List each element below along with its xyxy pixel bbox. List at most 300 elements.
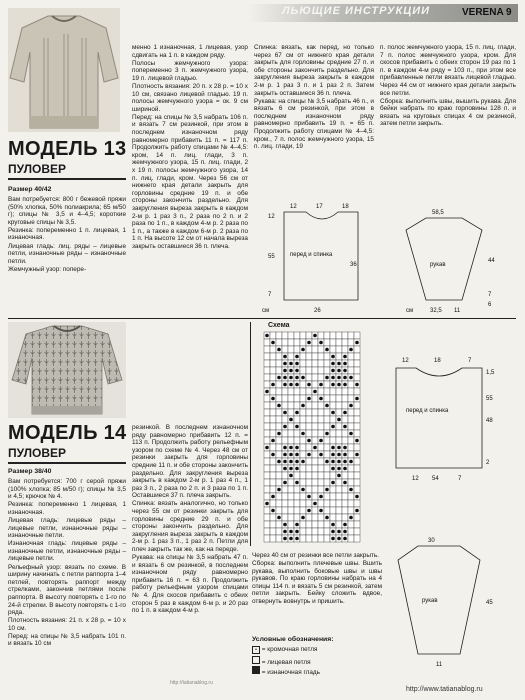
scheme-cell (348, 367, 354, 374)
scheme-cell (318, 353, 324, 360)
scheme-cell (300, 423, 306, 430)
scheme-dot (295, 355, 299, 359)
scheme-cell (330, 339, 336, 346)
scheme-cell (348, 507, 354, 514)
scheme-dot (337, 446, 341, 450)
model-14-size: Размер 38/40 (8, 468, 52, 475)
scheme-dot (301, 460, 305, 464)
scheme-cell (276, 388, 282, 395)
model-13-title: МОДЕЛЬ 13 (8, 138, 127, 160)
label-sleeve: рукав (430, 262, 446, 268)
scheme-cell (270, 521, 276, 528)
scheme-dot (355, 453, 359, 457)
scheme-dot (265, 334, 269, 338)
scheme-cell (324, 500, 330, 507)
scheme-dot (343, 411, 347, 415)
model-13-text-col-2 (132, 44, 248, 251)
section-divider (8, 318, 516, 319)
scheme-cell (306, 409, 312, 416)
scheme-dot (349, 460, 353, 464)
model-13-subtitle: ПУЛОВЕР (8, 162, 67, 176)
scheme-cell (276, 339, 282, 346)
scheme-dot (289, 453, 293, 457)
scheme-dot (271, 383, 275, 387)
scheme-dot (289, 418, 293, 422)
scheme-dot (331, 530, 335, 534)
scheme-dot (277, 516, 281, 520)
scheme-cell (324, 493, 330, 500)
paragraph: Рукава: на спицы № 3,5 набрать 47 п. и вязать 6 см резинкой, в последнем изнаночном ряду равномерно прибавить 16 п. = 63 п. Продолжить работу рельефным узором спицами № 4. Для скосов прибавить с обеих сторон 5 раз в каждом 6-м р. и 20 раз по 1 п. в каждом 4-м р. (132, 554, 248, 615)
scheme-cell (306, 500, 312, 507)
scheme-dot (331, 467, 335, 471)
scheme-dot (295, 453, 299, 457)
scheme-cell (318, 486, 324, 493)
scheme-cell (294, 493, 300, 500)
scheme-cell (348, 360, 354, 367)
scheme-dot (295, 481, 299, 485)
scheme-dot (283, 460, 287, 464)
scheme-cell (354, 388, 360, 395)
scheme-dot (337, 376, 341, 380)
scheme-cell (318, 423, 324, 430)
scheme-dot (307, 383, 311, 387)
scheme-cell (354, 360, 360, 367)
scheme-dot (349, 432, 353, 436)
scheme-dot (271, 453, 275, 457)
scheme-cell (342, 514, 348, 521)
scheme-dot (265, 390, 269, 394)
scheme-cell (312, 409, 318, 416)
legend-symbol-purl (252, 666, 260, 674)
scheme-cell (312, 374, 318, 381)
legend-item-knit (252, 656, 311, 666)
scheme-dot (271, 341, 275, 345)
scheme-cell (276, 521, 282, 528)
scheme-dot (349, 516, 353, 520)
scheme-cell (318, 409, 324, 416)
scheme-cell (342, 388, 348, 395)
scheme-cell (324, 479, 330, 486)
scheme-cell (270, 346, 276, 353)
dim-label: 1,5 (486, 370, 495, 376)
scheme-cell (342, 346, 348, 353)
dim-label: 58,5 (432, 210, 444, 216)
scheme-cell (330, 514, 336, 521)
scheme-dot (295, 362, 299, 366)
scheme-dot (289, 362, 293, 366)
scheme-dot (295, 446, 299, 450)
scheme-cell (264, 493, 270, 500)
scheme-cell (324, 465, 330, 472)
scheme-dot (325, 348, 329, 352)
scheme-cell (300, 444, 306, 451)
scheme-cell (270, 458, 276, 465)
scheme-cell (330, 388, 336, 395)
scheme-cell (324, 332, 330, 339)
scheme-cell (264, 339, 270, 346)
scheme-dot (313, 446, 317, 450)
scheme-cell (276, 500, 282, 507)
scheme-cell (354, 430, 360, 437)
scheme-dot (301, 404, 305, 408)
dim-label: 12 (268, 214, 275, 220)
scheme-dot (331, 362, 335, 366)
scheme-cell (306, 521, 312, 528)
scheme-dot (343, 537, 347, 541)
scheme-dot (307, 495, 311, 499)
legend-item-edge (252, 646, 317, 654)
scheme-cell (354, 353, 360, 360)
scheme-dot (343, 523, 347, 527)
scheme-cell (354, 521, 360, 528)
model-14-text-col-1 (8, 478, 126, 649)
scheme-dot (307, 341, 311, 345)
scheme-dot (295, 460, 299, 464)
scheme-cell (288, 339, 294, 346)
scheme-cell (282, 339, 288, 346)
scheme-cell (354, 444, 360, 451)
scheme-cell (342, 402, 348, 409)
scheme-dot (325, 376, 329, 380)
scheme-dot (277, 404, 281, 408)
legend-text: = кромочная петля (261, 646, 318, 653)
scheme-cell (312, 353, 318, 360)
scheme-cell (342, 472, 348, 479)
model-13-text-col-3 (254, 44, 374, 151)
scheme-cell (270, 416, 276, 423)
header-page-number: 9 (506, 7, 512, 18)
sweater-photo-model-14 (8, 322, 126, 418)
scheme-dot (283, 467, 287, 471)
scheme-cell (354, 423, 360, 430)
legend-symbol-knit (252, 656, 260, 664)
scheme-dot (295, 411, 299, 415)
scheme-dot (319, 495, 323, 499)
paragraph: п. полос жемчужного узора, 15 п. лиц. глади, 7 п. полос жемчужного узора, кром. Для скосов прибавить с обеих сторон 19 раз по 1 п. в каждом 4-м ряду = 103 п., при этом все прибавленные петли вязать лицевой гладью. Через 44 см от нижнего края детали закрыть все петли. (380, 44, 516, 97)
scheme-cell (300, 360, 306, 367)
scheme-cell (288, 409, 294, 416)
scheme-dot (331, 523, 335, 527)
scheme-cell (276, 465, 282, 472)
scheme-cell (270, 528, 276, 535)
dim-label: 7 (468, 358, 472, 364)
scheme-dot (319, 439, 323, 443)
model-14-title: МОДЕЛЬ 14 (8, 422, 127, 444)
scheme-cell (294, 416, 300, 423)
scheme-cell (348, 437, 354, 444)
scheme-dot (349, 376, 353, 380)
scheme-cell (312, 402, 318, 409)
scheme-cell (306, 402, 312, 409)
scheme-cell (324, 339, 330, 346)
scheme-cell (336, 486, 342, 493)
scheme-cell (270, 360, 276, 367)
scheme-cell (282, 437, 288, 444)
scheme-cell (276, 451, 282, 458)
scheme-cell (300, 465, 306, 472)
scheme-cell (330, 486, 336, 493)
scheme-cell (312, 535, 318, 542)
scheme-dot (343, 467, 347, 471)
scheme-cell (276, 423, 282, 430)
scheme-cell (348, 479, 354, 486)
scheme-cell (324, 521, 330, 528)
scheme-dot (283, 376, 287, 380)
scheme-dot (283, 383, 287, 387)
scheme-cell (312, 367, 318, 374)
paragraph: Лицевая гладь: лиц. ряды – лицевые петли, изнаночные ряды – изнаночные петли. (8, 242, 126, 265)
scheme-cell (330, 430, 336, 437)
scheme-cell (324, 353, 330, 360)
paragraph: Изнаночная гладь: лицевые ряды – изнаночные петли, изнаночные ряды – лицевые петли. (8, 540, 126, 563)
scheme-dot (307, 397, 311, 401)
scheme-dot (289, 467, 293, 471)
model-14-pattern-diagram (378, 340, 518, 680)
title-underline (8, 462, 126, 464)
scheme-cell (312, 416, 318, 423)
scheme-dot (289, 530, 293, 534)
scheme-cell (312, 430, 318, 437)
dim-label: 12 (402, 358, 409, 364)
scheme-dot (271, 495, 275, 499)
scheme-cell (306, 486, 312, 493)
label-front-back: перед и спинка (290, 252, 333, 258)
scheme-dot (343, 425, 347, 429)
paragraph: Жемчужный узор: попере- (8, 265, 87, 273)
scheme-cell (264, 535, 270, 542)
scheme-cell (312, 451, 318, 458)
scheme-cell (324, 423, 330, 430)
scheme-cell (336, 346, 342, 353)
scheme-cell (348, 339, 354, 346)
scheme-dot (355, 341, 359, 345)
scheme-cell (288, 479, 294, 486)
scheme-cell (336, 339, 342, 346)
scheme-dot (289, 474, 293, 478)
scheme-cell (306, 458, 312, 465)
scheme-cell (294, 430, 300, 437)
scheme-cell (300, 451, 306, 458)
scheme-cell (300, 472, 306, 479)
paragraph: Через 40 см от резинки все петли закрыть. (252, 552, 379, 559)
scheme-cell (354, 367, 360, 374)
scheme-cell (330, 437, 336, 444)
scheme-cell (324, 360, 330, 367)
dim-label: 26 (314, 308, 321, 314)
paragraph: Резинка: попеременно 1 п. лицевая, 1 изнаночная. (8, 226, 126, 242)
paragraph: Спинка: вязать аналогично, но только через 55 см от резинки закрыть для горловины средние 29 п. и обе стороны закончить раздельно. Для закругления выреза закрыть в каждом 2-м р. 1 раз 3 п., 1 раз 2 п. Петли для плеч закрыть так же, как на переде. (132, 500, 248, 553)
scheme-cell (288, 507, 294, 514)
scheme-cell (282, 388, 288, 395)
scheme-cell (270, 402, 276, 409)
scheme-cell (282, 395, 288, 402)
scheme-dot (301, 516, 305, 520)
scheme-dot (349, 488, 353, 492)
scheme-cell (354, 458, 360, 465)
scheme-cell (264, 381, 270, 388)
paragraph: Перед: на спицы № 3,5 набрать 101 п. и вязать 10 см (8, 632, 126, 648)
scheme-cell (294, 486, 300, 493)
scheme-cell (306, 374, 312, 381)
scheme-cell (306, 388, 312, 395)
scheme-cell (318, 430, 324, 437)
scheme-dot (271, 439, 275, 443)
scheme-cell (306, 479, 312, 486)
legend-text: = лицевая петля (261, 659, 311, 666)
paragraph: Полосы жемчужного узора: попеременно 3 п. жемчужного узора, 19 п. лицевой гладью. (132, 59, 248, 82)
scheme-dot (337, 474, 341, 478)
header-magazine-name: VERENA (462, 7, 504, 18)
scheme-dot (301, 432, 305, 436)
scheme-cell (300, 395, 306, 402)
scheme-cell (276, 353, 282, 360)
scheme-cell (312, 528, 318, 535)
scheme-dot (343, 453, 347, 457)
scheme-dot (325, 488, 329, 492)
dim-label: 12 (412, 476, 419, 482)
scheme-dot (331, 446, 335, 450)
scheme-cell (336, 514, 342, 521)
site-url[interactable]: http://www.tatianablog.ru (406, 686, 483, 693)
scheme-dot (343, 362, 347, 366)
scheme-dot (277, 460, 281, 464)
scheme-cell (282, 507, 288, 514)
scheme-dot (337, 467, 341, 471)
scheme-cell (312, 381, 318, 388)
scheme-dot (319, 397, 323, 401)
scheme-dot (355, 509, 359, 513)
scheme-cell (312, 465, 318, 472)
scheme-cell (288, 395, 294, 402)
scheme-cell (312, 507, 318, 514)
scheme-cell (330, 332, 336, 339)
scheme-dot (331, 460, 335, 464)
paragraph: Перед: на спицы № 3,5 набрать 106 п. и вязать 7 см резинкой, при этом в последнем изнаночном ряду равномерно прибавить 11 п. = 117 п. Продолжить работу спицами № 4–4,5: кром, 14 п. лиц. глади, 3 п. жемчужного узора, 15 п. лиц. глади, 2 х 19 п. полосы жемчужного узора, 14 п. лиц. глади, кром. Через 56 см от нижнего края детали закрыть для горловины средние 19 п. и обе стороны закончить раздельно. Для закругления выреза закрыть в каждом 2-м р. 1 раз 3 п., 2 раза по 2 п. и 2 раза по 1 п., в каждом 4-м р. 2 раза по 1 п., а также в каждом 6-м р. 2 раза по 1 п. На высоте 12 см от начала выреза закрыть оставшиеся 36 п. плеча. (132, 113, 248, 250)
dim-label: 44 (488, 258, 495, 264)
scheme-cell (270, 472, 276, 479)
scheme-cell (312, 493, 318, 500)
scheme-cell (342, 500, 348, 507)
scheme-dot (337, 537, 341, 541)
scheme-cell (336, 423, 342, 430)
paragraph: Рельефный узор: вязать по схеме. В ширину начинать с петли раппорта 1–4 петлей, повторять раппорт между стрелками, закончив петлями после раппорта. В высоту повторять с 1-го по 24-й стрелки. В высоту повторять с 1-го ряда. (8, 563, 126, 617)
scheme-cell (270, 479, 276, 486)
scheme-dot (319, 509, 323, 513)
scheme-cell (348, 388, 354, 395)
column-divider (250, 322, 251, 546)
scheme-cell (264, 430, 270, 437)
scheme-cell (270, 367, 276, 374)
scheme-cell (306, 444, 312, 451)
scheme-cell (288, 353, 294, 360)
scheme-cell (264, 521, 270, 528)
scheme-cell (354, 402, 360, 409)
scheme-cell (294, 332, 300, 339)
scheme-cell (336, 402, 342, 409)
scheme-dot (337, 369, 341, 373)
scheme-cell (336, 388, 342, 395)
scheme-dot (343, 530, 347, 534)
dim-label: 11 (436, 662, 443, 668)
scheme-cell (348, 535, 354, 542)
scheme-cell (300, 332, 306, 339)
scheme-dot (283, 453, 287, 457)
scheme-cell (276, 479, 282, 486)
scheme-dot (349, 404, 353, 408)
scheme-cell (324, 444, 330, 451)
scheme-cell (282, 346, 288, 353)
scheme-cell (318, 521, 324, 528)
scheme-dot (283, 362, 287, 366)
scheme-cell (294, 437, 300, 444)
scheme-cell (276, 360, 282, 367)
scheme-cell (276, 528, 282, 535)
scheme-dot (331, 376, 335, 380)
scheme-dot (289, 369, 293, 373)
scheme-cell (342, 416, 348, 423)
scheme-dot (307, 509, 311, 513)
scheme-cell (276, 472, 282, 479)
scheme-cell (294, 339, 300, 346)
paragraph: резинкой. В последнем изнаночном ряду равномерно прибавить 12 п. = 113 п. Продолжить работу рельефным узором по схеме № 4. Через 48 см от резинки закрыть для горловины средние 11 п. и обе стороны закончить раздельно. Для закругления выреза закрыть в каждом 2-м р. 1 раз 4 п., 1 раз 3 п., 2 раза по 2 п. и 3 раза по 1 п. Оставшиеся 37 п. плеча закрыть. (132, 424, 248, 500)
scheme-cell (318, 458, 324, 465)
scheme-dot (283, 411, 287, 415)
dim-label: 7 (488, 292, 492, 298)
scheme-cell (336, 332, 342, 339)
scheme-dot (301, 488, 305, 492)
scheme-dot (355, 383, 359, 387)
scheme-cell (294, 346, 300, 353)
scheme-cell (318, 528, 324, 535)
model-13-text-col-4 (380, 44, 516, 129)
scheme-dot (307, 453, 311, 457)
scheme-cell (270, 374, 276, 381)
knitting-scheme-grid (262, 330, 362, 546)
scheme-cell (294, 514, 300, 521)
scheme-dot (349, 348, 353, 352)
sweater-photo-model-13 (8, 8, 120, 132)
scheme-dot (319, 341, 323, 345)
scheme-dot (343, 383, 347, 387)
scheme-cell (312, 486, 318, 493)
scheme-cell (264, 346, 270, 353)
paragraph: Плотность вязания: 21 п. х 28 р. = 10 х 10 см. (8, 617, 126, 632)
scheme-cell (318, 416, 324, 423)
scheme-cell (318, 535, 324, 542)
scheme-cell (306, 332, 312, 339)
scheme-cell (324, 535, 330, 542)
scheme-cell (300, 528, 306, 535)
scheme-cell (312, 514, 318, 521)
scheme-cell (336, 507, 342, 514)
scheme-dot (289, 383, 293, 387)
paragraph: Сборка: выполнить швы, вышить рукава. Для бейки набрать по краю горловины 128 п. и вязать на круговых спицах 4 см резинкой, затем петли закрыть. (380, 97, 516, 128)
scheme-cell (282, 430, 288, 437)
scheme-cell (306, 472, 312, 479)
scheme-cell (264, 437, 270, 444)
scheme-dot (271, 509, 275, 513)
dim-label: 55 (486, 396, 493, 402)
scheme-dot (289, 537, 293, 541)
scheme-cell (354, 416, 360, 423)
scheme-cell (318, 346, 324, 353)
scheme-cell (264, 395, 270, 402)
scheme-cell (354, 535, 360, 542)
scheme-cell (312, 423, 318, 430)
scheme-cell (318, 360, 324, 367)
scheme-cell (336, 430, 342, 437)
scheme-cell (342, 332, 348, 339)
